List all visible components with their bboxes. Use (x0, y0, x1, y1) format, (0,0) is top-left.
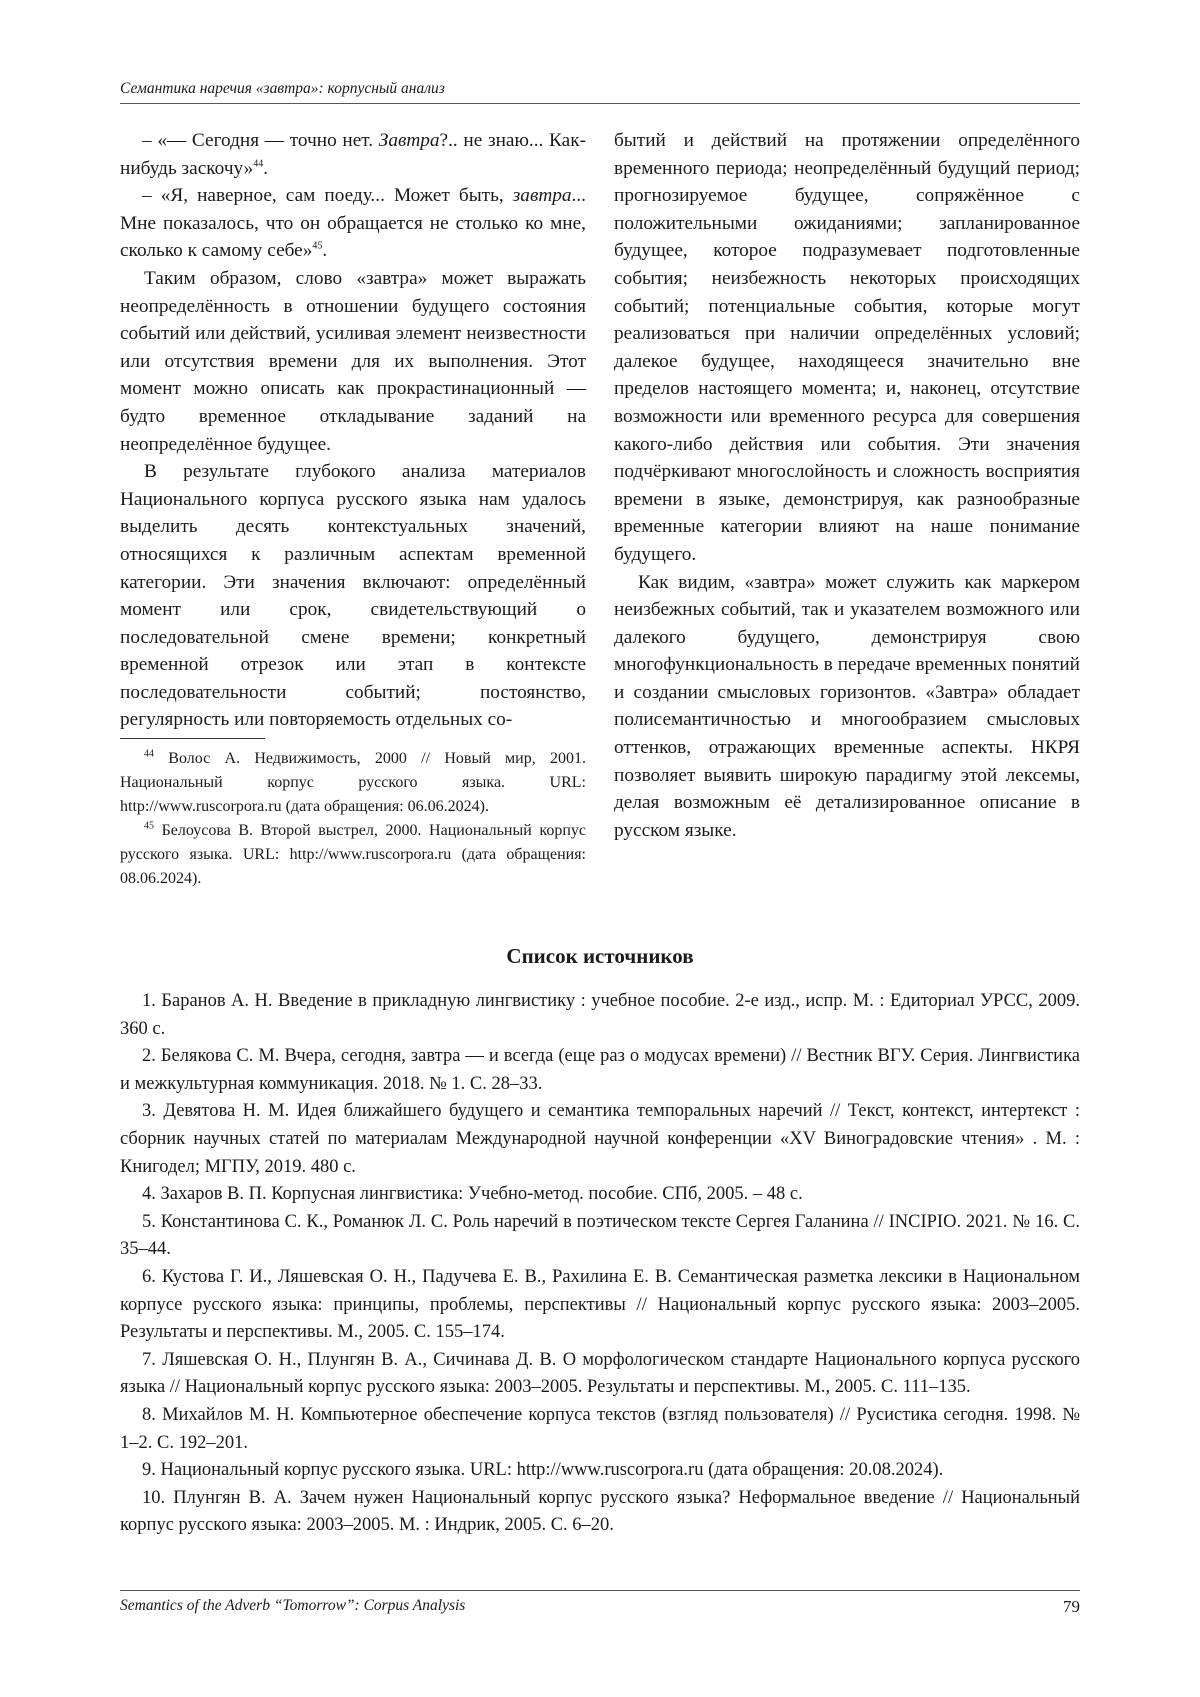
reference-item: 9. Национальный корпус русского языка. URL: http://www.ruscorpora.ru (дата обращения: 20.08.2024). (142, 1460, 944, 1481)
footnote-text: Волос А. Недвижимость, 2000 // Новый мир, 2001. Национальный корпус русского языка. URL: http://www.ruscorpora.ru (дата обращения: 06.06.2024). (120, 750, 587, 816)
footnote-divider (120, 738, 265, 739)
footnote-ref[interactable]: 45 (312, 240, 323, 252)
reference-item: 5. Константинова С. К., Романюк Л. С. Роль наречий в поэтическом тексте Сергея Галанина // INCIPIO. 2021. № 16. С. 35–44. (120, 1211, 1080, 1260)
body-paragraph: Как видим, «завтра» может служить как маркером неизбежных событий, так и указателем возможного или далекого будущего, демонстрируя свою многофункциональность в передаче временных понятий и создании смысловых горизонтов. «Завтра» обладает полисемантичностью и многообразием смысловых оттенков, отражающих временные аспекты. НКРЯ позволяет выявить широкую парадигму этой лексемы, делая возможным её детализированное описание в русском языке. (614, 571, 1080, 841)
page-footer (120, 1590, 1080, 1617)
two-column-body (120, 127, 1080, 891)
footer-title: Semantics of the Adverb “Tomorrow”: Corpus Analysis (120, 1597, 466, 1614)
quote-text: ?.. не знаю... Как-нибудь заскочу» (120, 130, 586, 179)
quote-paragraph (120, 127, 586, 182)
footnote-number: 44 (144, 748, 154, 760)
reference-item: 2. Белякова С. М. Вчера, сегодня, завтра — и всегда (еще раз о модусах времени) // Вестник ВГУ. Серия. Лингвистика и межкультурная коммуникация. 2018. № 1. С. 28–33. (120, 1046, 1080, 1094)
body-paragraph: бытий и действий на протяжении определённого временного периода; неопределённый будущий период; прогнозируемое будущее, сопряжённое с положительными ожиданиями; запланированное будущее, которое подразумевает подготовленные события; неизбежность некоторых происходящих событий; потенциальные события, которые могут реализоваться при наличии определённых условий; далекое будущее, находящееся значительно вне пределов настоящего момента; и, наконец, отсутствие возможности или временного ресурса для совершения какого-либо действия или события. Эти значения подчёркивают многослойность и сложность восприятия времени в языке, демонстрируя, как разнообразные временные категории влияют на наше понимание будущего. (614, 130, 1080, 565)
reference-item: 10. Плунгян В. А. Зачем нужен Национальный корпус русского языка? Неформальное введение // Национальный корпус русского языка: 2003–2005. М. : Индрик, 2005. С. 6–20. (120, 1487, 1080, 1536)
footnote-text: Белоусова В. Второй выстрел, 2000. Национальный корпус русского языка. URL: http://www.ruscorpora.ru (дата обращения: 08.06.2024). (120, 822, 586, 888)
footnote-number: 45 (144, 820, 154, 832)
left-column (120, 127, 586, 891)
reference-item: 1. Баранов А. Н. Введение в прикладную лингвистику : учебное пособие. 2-е изд., испр. М. : Едиториал УРСС, 2009. 360 с. (120, 991, 1080, 1039)
footnote (120, 819, 586, 891)
quote-paragraph (120, 182, 586, 265)
quote-text: – «— Сегодня — точно нет. (142, 130, 379, 151)
reference-item: 8. Михайлов М. Н. Компьютерное обеспечение корпуса текстов (взгляд пользователя) // Русистика сегодня. 1998. № 1–2. С. 192–201. (120, 1404, 1080, 1453)
footnote-ref[interactable]: 44 (253, 158, 264, 170)
quote-text: . (322, 240, 328, 262)
footnote (120, 747, 586, 819)
quote-text: ... Мне показалось, что он обращается не столько ко мне, сколько к самому себе» (120, 185, 586, 262)
reference-item: 3. Девятова Н. М. Идея ближайшего будущего и семантика темпоральных наречий // Текст, контекст, интертекст : сборник научных статей по материалам Международной научной конференции «XV Виноградовские чтения» . М. : Книгодел; МГПУ, 2019. 480 с. (120, 1101, 1080, 1177)
right-column (614, 127, 1080, 891)
running-header: Семантика наречия «завтра»: корпусный анализ (120, 80, 1080, 104)
page-number: 79 (1063, 1597, 1080, 1616)
body-paragraph: В результате глубокого анализа материалов Национального корпуса русского языка нам удалось выделить десять контекстуальных значений, относящихся к различным аспектам временной категории. Эти значения включают: определённый момент или срок, свидетельствующий о последовательной смене времени; конкретный временной отрезок или этап в контексте последовательности событий; постоянство, регулярность или повторяемость отдельных со- (120, 461, 586, 731)
references-heading: Список источников (506, 944, 694, 968)
reference-item: 4. Захаров В. П. Корпусная лингвистика: Учебно-метод. пособие. СПб, 2005. – 48 с. (142, 1184, 803, 1205)
quote-italic-word: завтра (512, 185, 572, 207)
reference-item: 7. Ляшевская О. Н., Плунгян В. А., Сичинава Д. В. О морфологическом стандарте Национального корпуса русского языка // Национальный корпус русского языка: 2003–2005. Результаты и перспективы. М., 2005. С. 111–135. (120, 1349, 1080, 1398)
reference-item: 6. Кустова Г. И., Ляшевская О. Н., Падучева Е. В., Рахилина Е. В. Семантическая разметка лексики в Национальном корпусе русского языка: принципы, проблемы, перспективы // Национальный корпус русского языка: 2003–2005. Результаты и перспективы. М., 2005. С. 155–174. (120, 1266, 1080, 1343)
body-paragraph: Таким образом, слово «завтра» может выражать неопределённость в отношении будущего состояния событий или действий, усиливая элемент неизвестности или отсутствия времени для их выполнения. Этот момент можно описать как прокрастинационный — будто временное откладывание заданий на неопределённое будущее. (120, 267, 586, 455)
quote-italic-word: Завтра (378, 130, 440, 151)
quote-text: . (263, 157, 269, 179)
quote-text: – «Я, наверное, сам поеду... Может быть, (142, 185, 513, 207)
references-list (120, 988, 1080, 1540)
